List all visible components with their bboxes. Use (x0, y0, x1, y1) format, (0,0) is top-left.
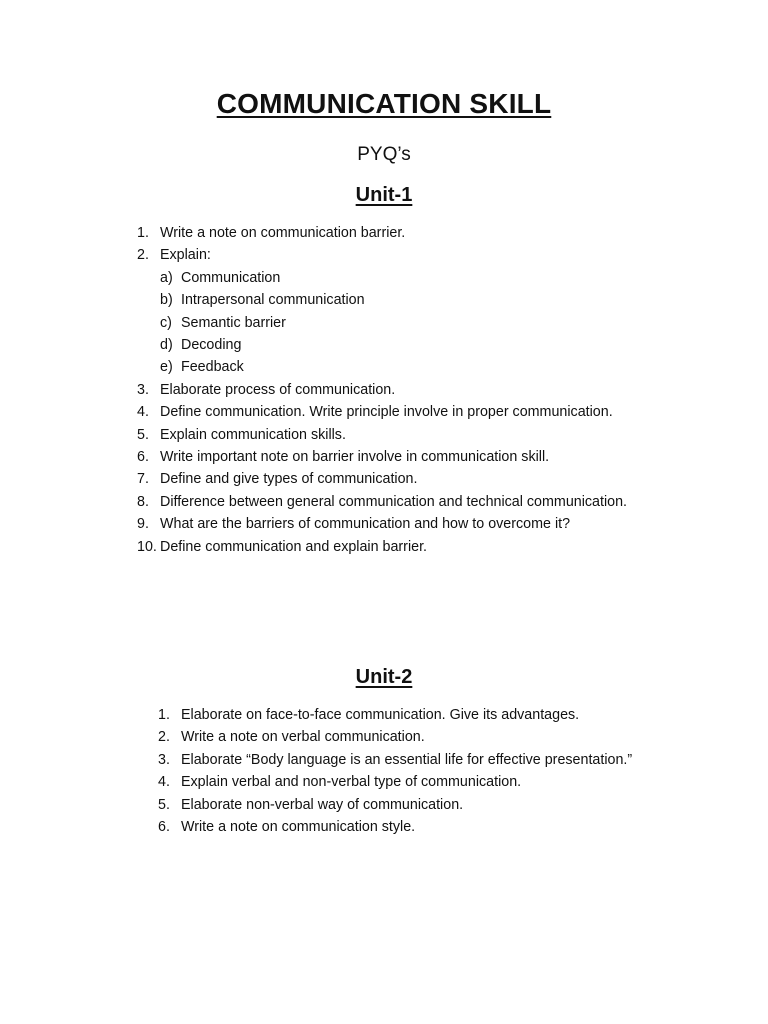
item-number: 6. (158, 819, 170, 836)
item-text: What are the barriers of communication and how to overcome it? (160, 516, 571, 533)
list-item (137, 491, 650, 513)
item-text: Define communication. Write principle involve in proper communication. (160, 404, 613, 421)
item-text: Explain verbal and non-verbal type of communication. (181, 774, 522, 791)
document-title: COMMUNICATION SKILL (216, 88, 552, 119)
item-text: Elaborate on face-to-face communication. Give its advantages. (181, 707, 580, 723)
list-item (137, 468, 650, 490)
unit1-question-list (137, 222, 650, 558)
unit2-heading: Unit-2 (355, 666, 413, 688)
item-number: 5. (158, 796, 170, 813)
item-text: Explain: (160, 247, 211, 264)
sub-list-item (160, 289, 650, 311)
list-item (158, 816, 658, 838)
item-number: 9. (137, 516, 149, 533)
sub-item-text: Feedback (181, 359, 244, 376)
explain-sublist (160, 267, 650, 379)
sub-item-letter: d) (160, 337, 173, 354)
unit2-question-list (158, 704, 658, 838)
list-item (137, 379, 650, 401)
list-item (137, 513, 650, 535)
sub-item-letter: e) (160, 359, 173, 376)
item-number: 1. (137, 225, 149, 241)
item-number: 4. (158, 774, 170, 791)
sub-item-text: Intrapersonal communication (181, 292, 365, 309)
item-text: Elaborate process of communication. (160, 381, 396, 398)
item-text: Write a note on verbal communication. (181, 729, 425, 746)
item-number: 3. (137, 381, 149, 398)
unit1-heading: Unit-1 (355, 184, 413, 206)
item-number: 2. (137, 247, 149, 264)
list-item (137, 401, 650, 423)
list-item (137, 222, 650, 244)
sub-item-letter: a) (160, 269, 173, 286)
item-number: 7. (137, 471, 149, 488)
item-text: Write important note on barrier involve in communication skill. (160, 449, 550, 466)
item-number: 3. (158, 751, 170, 768)
list-item (137, 536, 650, 558)
item-number: 4. (137, 404, 149, 421)
item-text: Explain communication skills. (160, 426, 346, 443)
item-number: 10. (137, 538, 157, 555)
sub-item-letter: b) (160, 292, 173, 309)
item-text: Write a note on communication barrier. (160, 225, 406, 241)
item-text: Define and give types of communication. (160, 471, 418, 488)
item-text: Difference between general communication and technical communication. (160, 493, 628, 510)
list-item (158, 749, 658, 771)
list-item (137, 244, 650, 378)
item-number: 1. (158, 707, 170, 723)
item-text: Define communication and explain barrier. (160, 538, 428, 555)
list-item (137, 424, 650, 446)
sub-item-text: Semantic barrier (181, 314, 286, 331)
sub-list-item (160, 267, 650, 289)
sub-item-letter: c) (160, 314, 172, 331)
item-text: Elaborate “Body language is an essential life for effective presentation.” (181, 751, 633, 768)
sub-item-text: Decoding (181, 337, 242, 354)
item-number: 2. (158, 729, 170, 746)
sub-list-item (160, 356, 650, 378)
sub-item-text: Communication (181, 269, 281, 286)
list-item (137, 446, 650, 468)
sub-list-item (160, 312, 650, 334)
list-item (158, 794, 658, 816)
item-number: 8. (137, 493, 149, 510)
list-item (158, 704, 658, 726)
item-number: 6. (137, 449, 149, 466)
list-item (158, 771, 658, 793)
list-item (158, 726, 658, 748)
document-subtitle: PYQ’s (357, 144, 411, 165)
item-text: Elaborate non-verbal way of communication. (181, 796, 464, 813)
item-number: 5. (137, 426, 149, 443)
item-text: Write a note on communication style. (181, 819, 416, 836)
sub-list-item (160, 334, 650, 356)
